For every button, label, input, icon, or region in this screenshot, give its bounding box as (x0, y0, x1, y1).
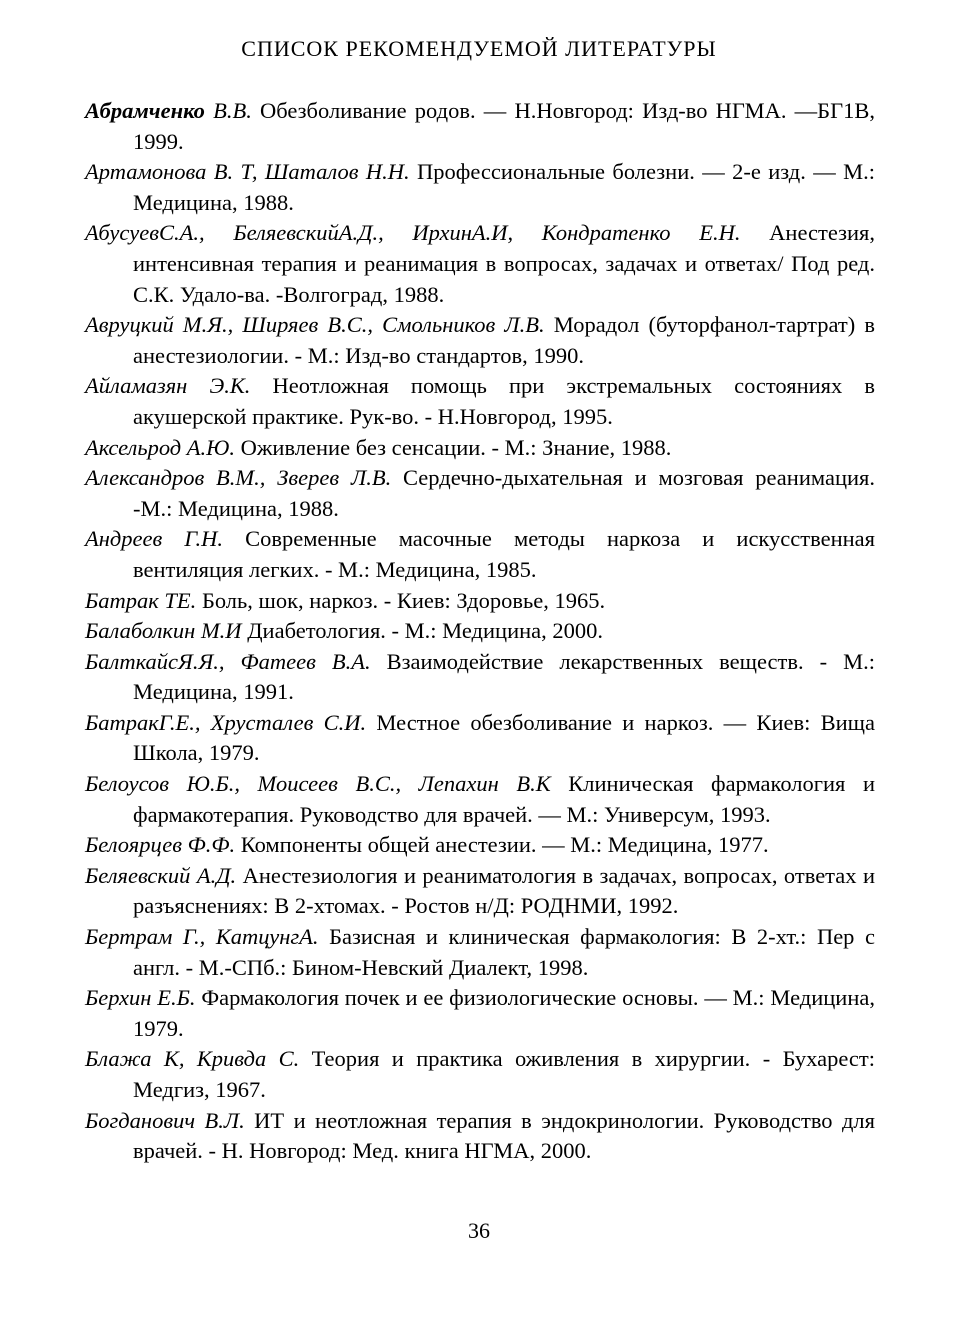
entry-text: Фармакология почек и ее физиологические основы. — М.: Медицина, 1979. (133, 985, 875, 1041)
page-number: 36 (468, 1218, 490, 1243)
bibliography-entry (85, 1106, 875, 1167)
bibliography-entry (85, 983, 875, 1044)
entry-text: Профессиональные болезни. — 2-е изд. — М.: Медицина, 1988. (133, 159, 875, 215)
entry-author: БалткайсЯ.Я., Фатеев В.А. (85, 648, 371, 674)
entry-author: Айламазян Э.К. (85, 373, 251, 399)
page-title: СПИСОК РЕКОМЕНДУЕМОЙ ЛИТЕРАТУРЫ (241, 36, 717, 61)
entry-author: Белоусов Ю.Б., Моисеев В.С., Лепахин В.К (85, 771, 551, 797)
bibliography-entry (85, 524, 875, 585)
entry-text: Базисная и клиническая фармакология: В 2-хт.: Пер с англ. - М.-СПб.: Бином-Невский Диалект, 1998. (133, 924, 875, 980)
bibliography-entry (85, 310, 875, 371)
entry-text: Анестезиология и реаниматология в задачах, вопросах, ответах и разъяснениях: В 2-хтомах. - Ростов н/Д: РОДНМИ, 1992. (133, 862, 875, 919)
bibliography-entry (85, 647, 875, 708)
entry-author: Белоярцев Ф.Ф. (85, 832, 236, 858)
bibliography-entry (85, 616, 875, 647)
bibliography-entry (85, 157, 875, 218)
entry-text: Морадол (буторфанол-тартрат) в анестезиологии. - М.: Изд-во стандартов, 1990. (133, 312, 875, 368)
entry-author: Блажа К, Кривда С. (85, 1046, 300, 1072)
entry-author: Батрак ТЕ. (85, 587, 197, 613)
entry-author: БатракГ.Е., Хрусталев С.И. (85, 709, 367, 735)
entry-author: Александров В.М., Зверев Л.В. (85, 465, 392, 491)
entry-text: Неотложная помощь при экстремальных состояниях в акушерской практике. Рук-во. - Н.Новгород, 1995. (133, 373, 875, 429)
entry-author: Авруцкий М.Я., Ширяев В.С., Смольников Л.В. (85, 312, 545, 338)
entry-author: Бертрам Г., КатцунгА. (85, 924, 319, 950)
entry-text: Обезболивание родов. — Н.Новгород: Изд-во НГМА. —БГ1В, 1999. (133, 98, 875, 154)
bibliography-entry (85, 922, 875, 983)
entry-text: Теория и практика оживления в хирургии. - Бухарест: Медгиз, 1967. (133, 1046, 875, 1102)
entry-text: ИТ и неотложная терапия в эндокринологии. Руководство для врачей. - Н. Новгород: Мед. книга НГМА, 2000. (133, 1107, 875, 1164)
bibliography-entry (85, 861, 875, 922)
entry-text: Взаимодействие лекарственных веществ. - М.: Медицина, 1991. (133, 648, 875, 705)
entry-text: Диабетология. - М.: Медицина, 2000. (241, 618, 604, 644)
entry-text: Современные масочные методы наркоза и искусственная вентиляция легких. - М.: Медицина, 1985. (133, 526, 876, 582)
entry-author: Берхин Е.Б. (85, 985, 196, 1011)
bibliography-entry (85, 218, 875, 310)
entry-author-initials: В.В. (204, 98, 252, 123)
entry-author: Андреев Г.Н. (85, 526, 223, 552)
entry-author: Артамонова В. Т, Шаталов Н.Н. (85, 159, 410, 185)
entry-text: Компоненты общей анестезии. — М.: Медицина, 1977. (235, 832, 769, 858)
entry-text: Боль, шок, наркоз. - Киев: Здоровье, 1965. (196, 587, 606, 613)
bibliography-entry (85, 769, 875, 830)
bibliography-list (85, 96, 875, 1167)
entry-author: Балаболкин М.И (85, 618, 242, 644)
bibliography-entry (85, 96, 875, 157)
entry-text: Анестезия, интенсивная терапия и реанимация в вопросах, задачах и ответах/ Под ред. С.К. Удало-ва. -Волгоград, 1988. (133, 220, 876, 307)
bibliography-entry (85, 371, 875, 432)
bibliography-entry (85, 586, 875, 617)
entry-text: Местное обезболивание и наркоз. — Киев: Вища Школа, 1979. (133, 709, 875, 766)
bibliography-entry (85, 463, 875, 524)
bibliography-entry (85, 708, 875, 769)
entry-author: Абрамченко (85, 98, 205, 123)
bibliography-entry (85, 433, 875, 464)
entry-text: Клиническая фармакология и фармакотерапия. Руководство для врачей. — М.: Универсум, 1993. (133, 771, 875, 827)
entry-author: Беляевский А.Д. (85, 862, 237, 888)
entry-author: АбусуевС.А., БеляевскийА.Д., ИрхинА.И, Кондратенко Е.Н. (85, 220, 741, 246)
entry-text: Оживление без сенсации. - М.: Знание, 1988. (235, 434, 672, 460)
bibliography-entry (85, 830, 875, 861)
entry-author: Аксельрод А.Ю. (85, 434, 236, 460)
bibliography-entry (85, 1044, 875, 1105)
entry-author: Богданович В.Л. (85, 1107, 245, 1133)
entry-text: Сердечно-дыхательная и мозговая реанимация. -М.: Медицина, 1988. (133, 465, 875, 521)
